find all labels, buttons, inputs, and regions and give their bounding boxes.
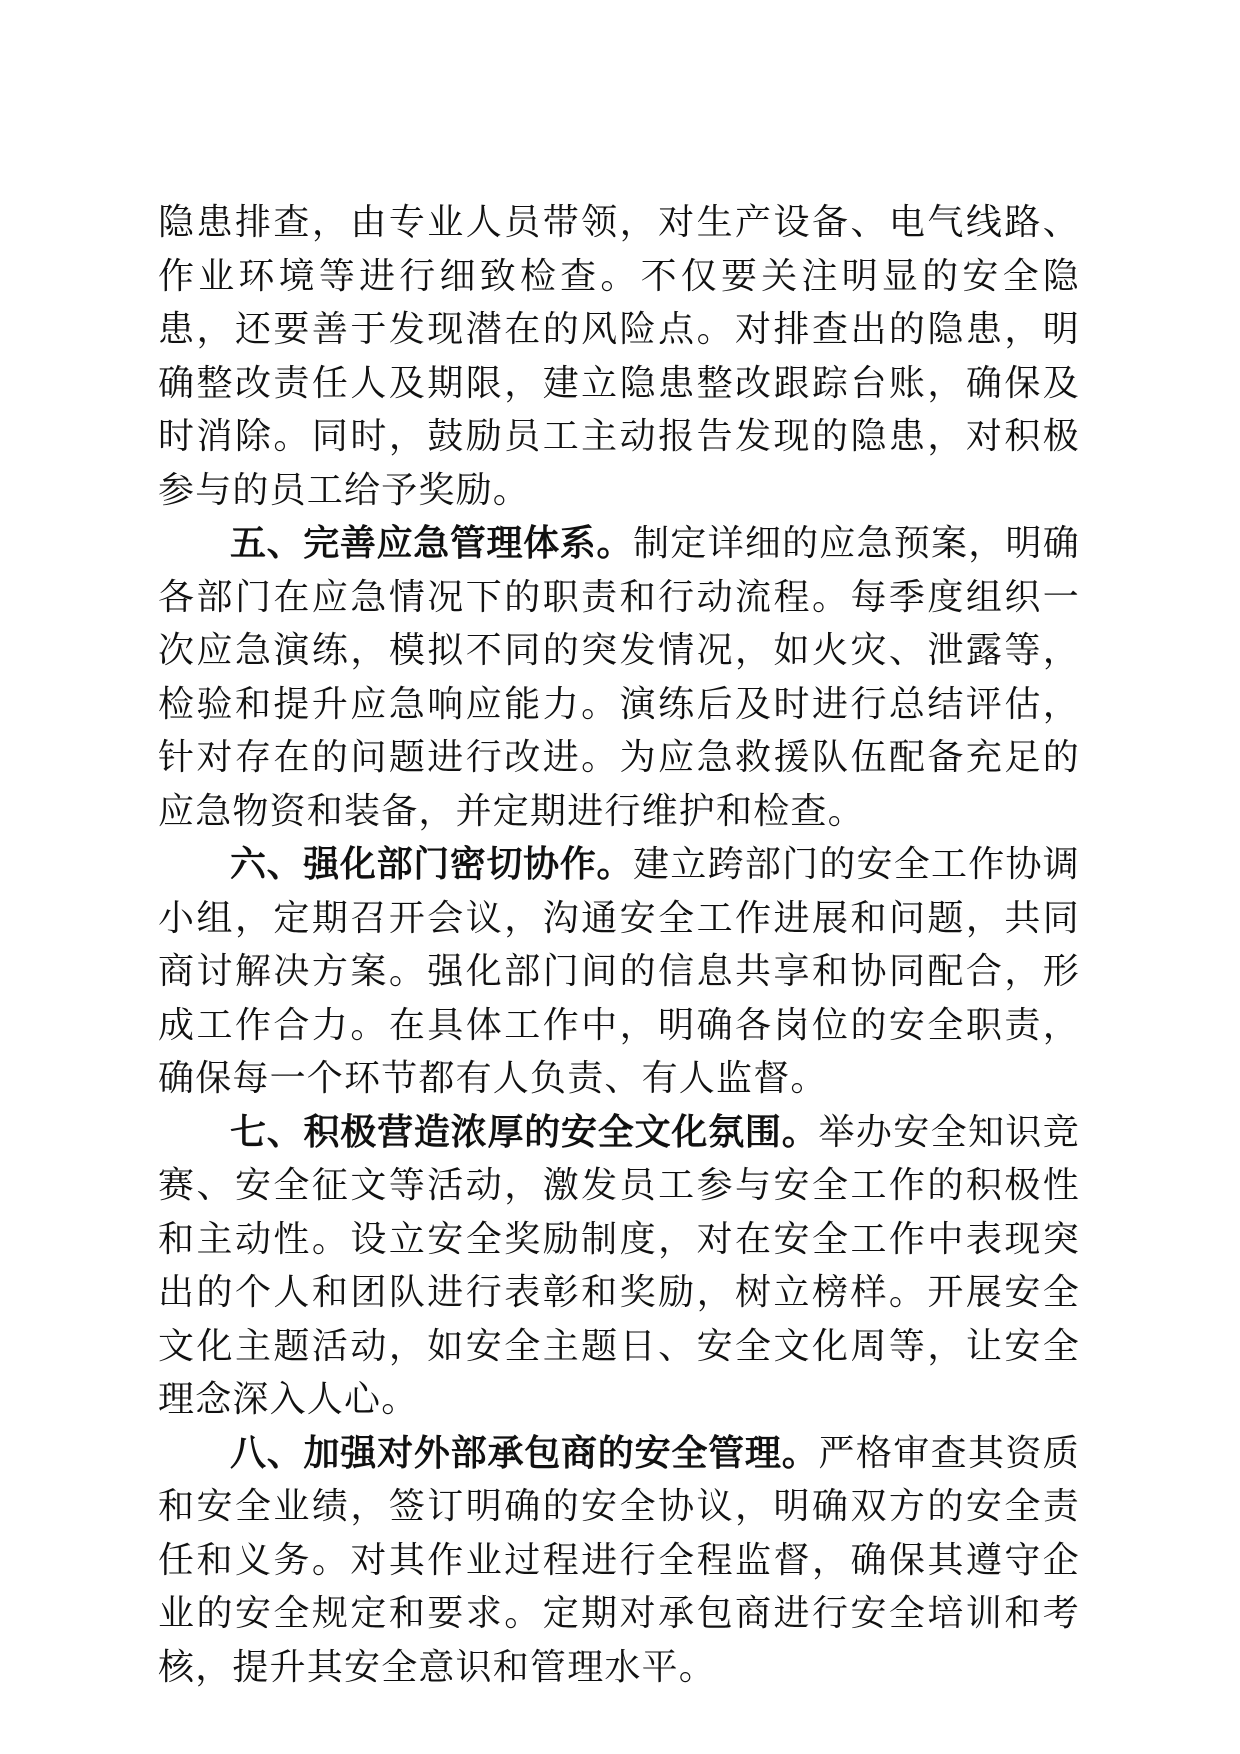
paragraph-emergency-management xyxy=(158,517,1080,838)
paragraph-body: 隐患排查，由专业人员带领，对生产设备、电气线路、作业环境等进行细致检查。不仅要关注明显的安全隐患，还要善于发现潜在的风险点。对排查出的隐患，明确整改责任人及期限，建立隐患整改跟踪台账，确保及时消除。同时，鼓励员工主动报告发现的隐患，对积极参与的员工给予奖励。 xyxy=(158,202,1080,511)
paragraph-body: 严格审查其资质和安全业绩，签订明确的安全协议，明确双方的安全责任和义务。对其作业过程进行全程监督，确保其遵守企业的安全规定和要求。定期对承包商进行安全培训和考核，提升其安全意识和管理水平。 xyxy=(158,1432,1080,1688)
paragraph-department-cooperation xyxy=(158,838,1080,1106)
paragraph-heading: 五、完善应急管理体系。 xyxy=(230,523,634,564)
paragraph-heading: 八、加强对外部承包商的安全管理。 xyxy=(230,1432,819,1474)
document-body xyxy=(158,196,1080,1694)
paragraph-body: 制定详细的应急预案，明确各部门在应急情况下的职责和行动流程。每季度组织一次应急演练，模拟不同的突发情况，如火灾、泄露等，检验和提升应急响应能力。演练后及时进行总结评估，针对存在的问题进行改进。为应急救援队伍配备充足的应急物资和装备，并定期进行维护和检查。 xyxy=(158,523,1080,832)
paragraph-contractor-management xyxy=(158,1427,1080,1695)
paragraph-body: 举办安全知识竞赛、安全征文等活动，激发员工参与安全工作的积极性和主动性。设立安全奖励制度，对在安全工作中表现突出的个人和团队进行表彰和奖励，树立榜样。开展安全文化主题活动，如安全主题日、安全文化周等，让安全理念深入人心。 xyxy=(158,1111,1080,1420)
paragraph-body: 建立跨部门的安全工作协调小组，定期召开会议，沟通安全工作进展和问题，共同商讨解决方案。强化部门间的信息共享和协同配合，形成工作合力。在具体工作中，明确各岗位的安全职责，确保每一个环节都有人负责、有人监督。 xyxy=(158,844,1080,1099)
paragraph-heading: 六、强化部门密切协作。 xyxy=(230,844,634,885)
paragraph-heading: 七、积极营造浓厚的安全文化氛围。 xyxy=(230,1111,819,1153)
paragraph-continued xyxy=(158,196,1080,517)
paragraph-safety-culture xyxy=(158,1106,1080,1427)
